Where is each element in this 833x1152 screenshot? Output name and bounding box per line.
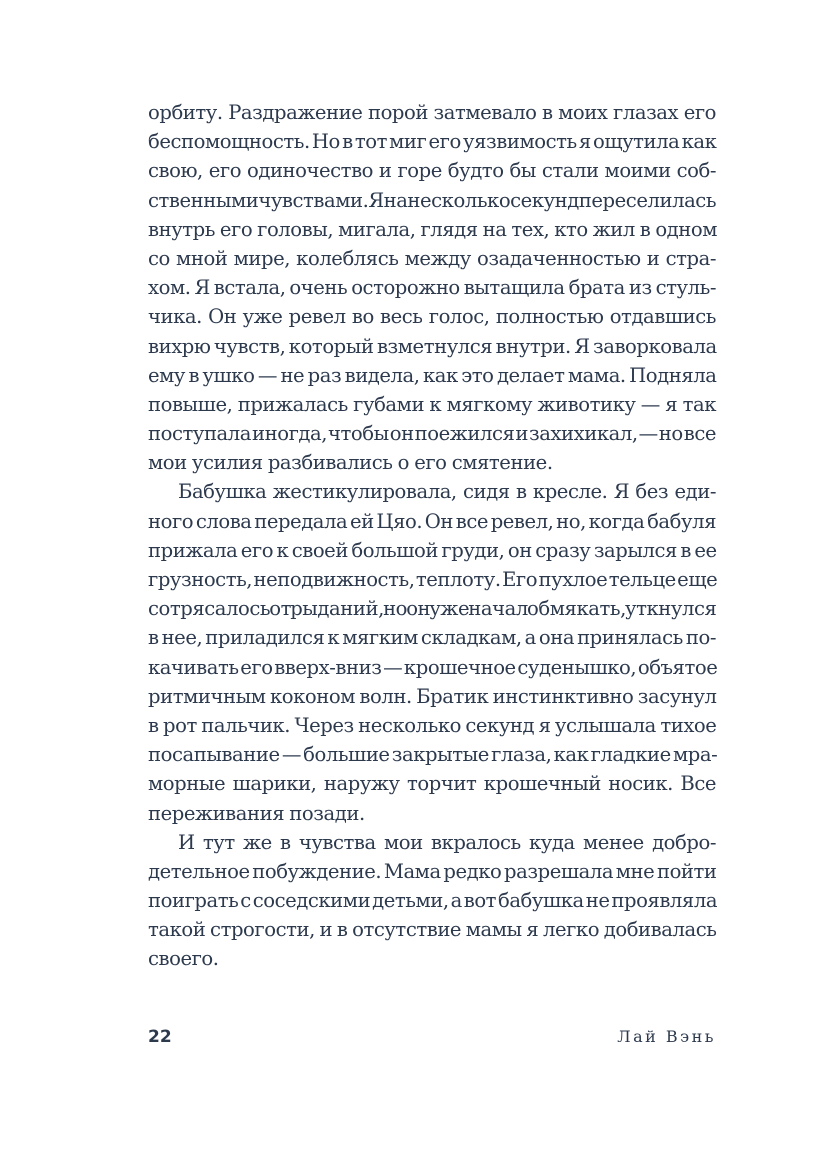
text-line: беспомощность. Но в тот миг его уязвимость я ощутила как xyxy=(148,130,717,154)
text-line: ственными чувствами. Я на несколько секунд переселилась xyxy=(148,188,717,212)
text-line: ему в ушко — не раз видела, как это делает мама. Подняла xyxy=(148,363,717,387)
text-line: такой строгости, и в отсутствие мамы я легко добивалась xyxy=(148,918,717,942)
text-line: хом. Я встала, очень осторожно вытащила брата из стуль- xyxy=(148,276,716,300)
text-line: переживания позади. xyxy=(148,801,365,825)
text-line: свою, его одиночество и горе будто бы стали моими соб- xyxy=(148,159,716,183)
text-line: со мной мире, колеблясь между озадаченностью и стра- xyxy=(148,246,716,270)
text-line: внутрь его головы, мигала, глядя на тех, кто жил в одном xyxy=(148,217,718,241)
paragraph xyxy=(148,477,716,827)
text-line: грузность, неподвижность, теплоту. Его пухлое тельце еще xyxy=(148,568,718,591)
text-line: детельное побуждение. Мама редко разрешала мне пойти xyxy=(148,859,717,883)
text-line: вихрю чувств, который взметнулся внутри. Я заворковала xyxy=(148,334,717,358)
text-line: ного слова передала ей Цяо. Он все ревел, но, когда бабуля xyxy=(148,509,716,533)
text-line: качивать его вверх-вниз — крошечное суденышко, объятое xyxy=(148,655,718,679)
text-line: мои усилия разбивались о его смятение. xyxy=(148,451,553,475)
text-line: посапывание — большие закрытые глаза, как гладкие мра- xyxy=(148,743,718,767)
text-line: чика. Он уже ревел во весь голос, полностью отдавшись xyxy=(148,305,716,329)
text-line: ритмичным коконом волн. Братик инстинктивно засунул xyxy=(148,684,717,708)
text-line: Бабушка жестикулировала, сидя в кресле. Я без еди- xyxy=(178,480,716,504)
text-line: в нее, приладился к мягким складкам, а она принялась по- xyxy=(148,626,716,650)
text-line: орбиту. Раздражение порой затмевало в моих глазах его xyxy=(148,101,716,124)
text-line: в рот пальчик. Через несколько секунд я услышала тихое xyxy=(148,713,717,737)
text-line: морные шарики, наружу торчит крошечный носик. Все xyxy=(148,772,716,796)
page-number: 22 xyxy=(148,1027,172,1047)
paragraph xyxy=(148,828,716,974)
text-line: повыше, прижалась губами к мягкому животику — я так xyxy=(148,392,716,416)
text-line: поступала иногда, чтобы он поежился и захихикал, — но все xyxy=(148,422,716,446)
body-text xyxy=(148,98,716,974)
text-line: сотрясалось от рыданий, но он уже начал обмякать, уткнулся xyxy=(148,597,717,621)
text-line: своего. xyxy=(148,947,219,971)
text-line: поиграть с соседскими детьми, а вот бабушка не проявляла xyxy=(148,889,718,913)
running-head-author: Лай Вэнь xyxy=(617,1027,716,1046)
paragraph xyxy=(148,98,716,477)
text-line: прижала его к своей большой груди, он сразу зарылся в ее xyxy=(148,538,717,562)
text-line: И тут же в чувства мои вкралось куда менее добро- xyxy=(178,830,716,854)
